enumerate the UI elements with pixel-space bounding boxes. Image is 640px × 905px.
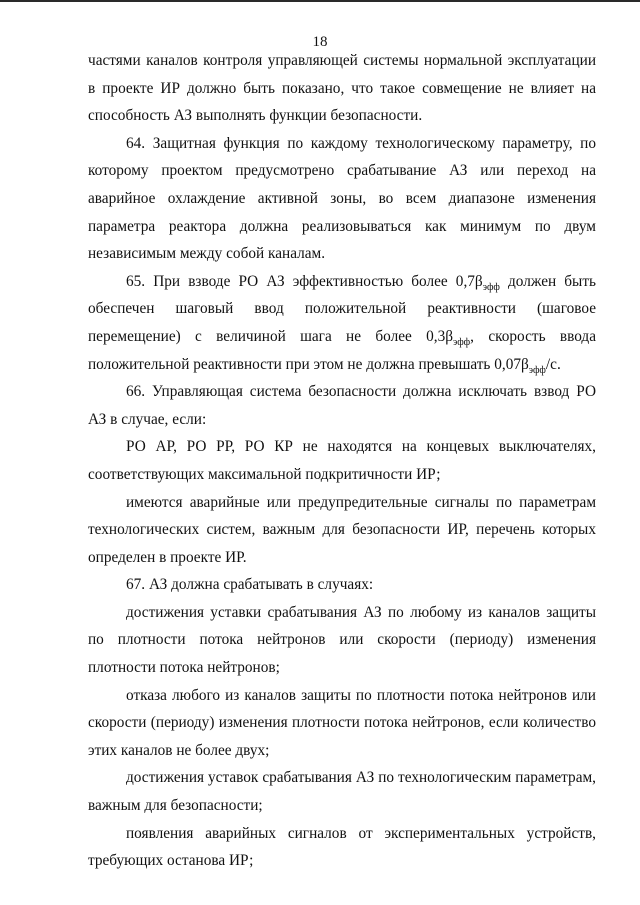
beta-eff-subscript: эфф	[453, 336, 471, 348]
list-item: РО АР, РО РР, РО КР не находятся на концевых выключателях, соответствующих максимальной подкритичности ИР;	[88, 438, 596, 483]
beta-eff-subscript: эфф	[482, 281, 500, 293]
page-number: 18	[312, 34, 328, 50]
paragraph-65	[88, 268, 596, 378]
list-item: достижения уставок срабатывания АЗ по технологическим параметрам, важным для безопасности;	[88, 769, 596, 815]
paragraph-66: 66. Управляющая система безопасности должна исключать взвод РО АЗ в случае, если:	[88, 383, 596, 428]
list-item: появления аварийных сигналов от экспериментальных устройств, требующих останова ИР;	[88, 824, 596, 870]
scan-top-edge	[0, 0, 640, 2]
paragraph-64: 64. Защитная функция по каждому технологическому параметру, по которому проектом предусмотрено срабатывание АЗ или переход на аварийное охлаждение активной зоны, во всем диапазоне изменения параметра реактора должна реализовываться как минимум по двум независимым между собой каналам.	[88, 134, 596, 263]
paragraph-67: 67. АЗ должна срабатывать в случаях:	[126, 576, 374, 594]
list-item: отказа любого из каналов защиты по плотности потока нейтронов или скорости (периоду) изменения плотности потока нейтронов, если количество этих каналов не более двух;	[88, 686, 596, 759]
paragraph-65-part-2: должен быть обеспечен шаговый ввод положительной реактивности (шаговое перемещение) с величиной шага не более 0,3β	[88, 272, 596, 345]
document-body	[88, 47, 596, 875]
paragraph-65-part-1: 65. При взводе РО АЗ эффективностью более 0,7β	[126, 272, 483, 290]
list-item: имеются аварийные или предупредительные сигналы по параметрам технологических систем, важным для безопасности ИР, перечень которых определен в проекте ИР.	[88, 493, 596, 566]
paragraph-continuation: частями каналов контроля управляющей системы нормальной эксплуатации в проекте ИР должно быть показано, что такое совмещение не влияет на способность АЗ выполнять функции безопасности.	[88, 52, 596, 125]
beta-eff-subscript: эфф	[528, 364, 546, 376]
paragraph-65-part-3: , скорость ввода положительной реактивности при этом не должна превышать 0,07β	[88, 327, 596, 373]
list-item: достижения уставки срабатывания АЗ по любому из каналов защиты по плотности потока нейтронов или скорости (периоду) изменения плотности потока нейтронов;	[88, 603, 596, 677]
paragraph-65-part-4: /с.	[545, 355, 561, 373]
